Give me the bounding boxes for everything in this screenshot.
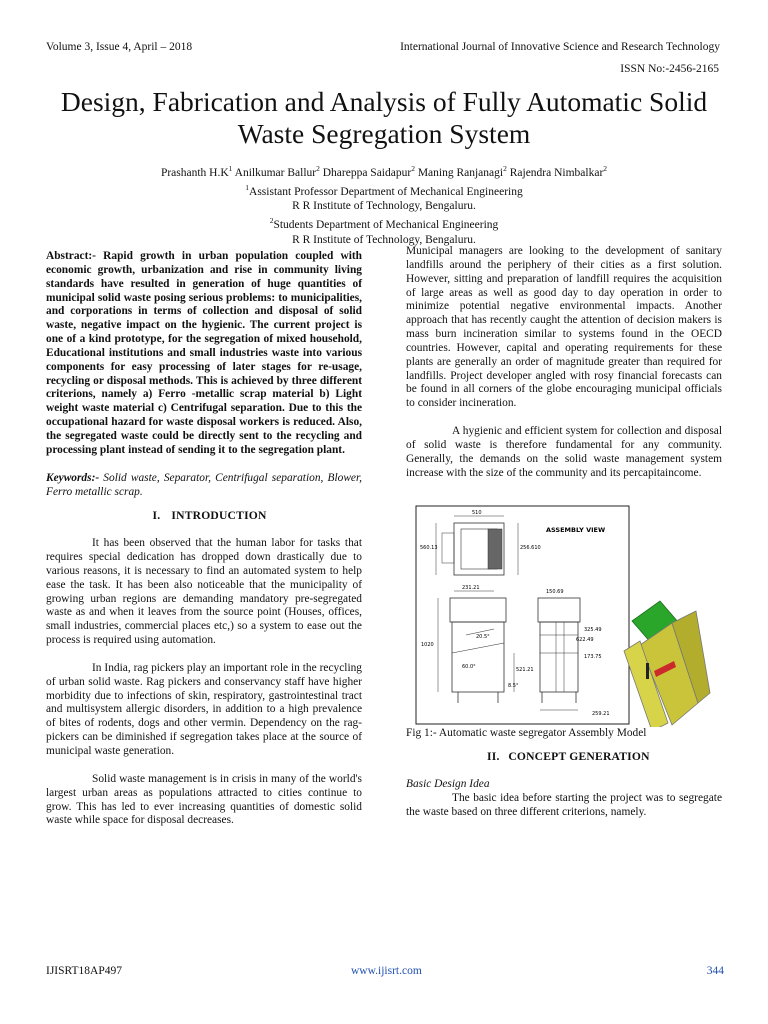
dim-label: 256.610 xyxy=(520,544,541,551)
keywords-label: Keywords:- xyxy=(46,471,100,484)
section-heading-concept: II. CONCEPT GENERATION xyxy=(487,750,650,764)
affiliation-2-role: $^2$Students Department of Mechanical Engineering xyxy=(269,216,499,231)
author-sup: 2 xyxy=(411,164,415,173)
affiliation-1-role: $^1$Assistant Professor Department of Mechanical Engineering xyxy=(245,182,523,198)
author-sup: 2 xyxy=(503,164,507,173)
dim-label: 560.13 xyxy=(420,544,438,551)
author-name: Maning Ranjanagi xyxy=(414,166,504,179)
dim-label: 1020 xyxy=(421,641,434,648)
assembly-drawing xyxy=(406,503,722,727)
abstract: Abstract:- Rapid growth in urban population coupled with economic growth, urbanization and rise in community living standards have resulted in generation of huge quantities of municipal solid waste posing serious problems: to municipalities, and corporations in terms of collection and disposal of solid waste, negative impact on the hygienic. The current project is one of a kind prototype, for the segregation of mixed household, Educational institutions and small industries waste into various components for easy processing of later stages for re-usage, recycling or disposal methods. This is achieved by three different criterions, namely a) Ferro -metallic scrap material b) Light weight waste material c) Centrifugal separation. Due to this the occupational hazard for waste disposal workers is reduced. Also, the segregated waste could be directly sent to the recycling and processing plant instead of sending it to the segregation plant. xyxy=(46,250,362,456)
author-list xyxy=(40,162,728,181)
body-paragraph-2: A hygienic and efficient system for collection and disposal of solid waste is therefore fundamental for any community. Generally, the demands on the solid waste management system increase with the size of the community and its percapitaincome. xyxy=(406,425,722,479)
dim-label: 521.21 xyxy=(516,666,534,673)
right-column xyxy=(406,245,722,820)
concept-paragraph: The basic idea before starting the project was to segregate the waste based on three different criterions, namely. xyxy=(406,792,722,818)
drawing-border xyxy=(416,506,629,724)
author-name: Rajendra Nimbalkar xyxy=(506,166,604,179)
author-block xyxy=(40,162,728,247)
author-name: Dhareppa Saidapur xyxy=(319,166,412,179)
page-number: 344 xyxy=(706,965,724,977)
author-sup: 1 xyxy=(228,164,233,173)
paper-code: IJISRT18AP497 xyxy=(46,965,122,977)
author-sup: 2 xyxy=(603,164,608,173)
assembly-view-label: ASSEMBLY VIEW xyxy=(546,525,606,534)
dim-label: 60.0° xyxy=(462,663,476,670)
affiliation-sup: 2 xyxy=(269,216,274,226)
dim-label: 231.21 xyxy=(462,584,480,591)
intro-paragraph-2: In India, rag pickers play an important role in the recycling of urban solid waste. Rag pickers and conservancy staff have higher morbidity due to infections of skin, respiratory, gastrointestinal tract and multisystem allergic disorders, in addition to a high prevalence of bites of rodents, dogs and other vermin. Dependency on the rag-pickers can be diminished if segregation takes place at the source of municipal waste generation. xyxy=(46,661,362,757)
affiliation-2-inst: R R Institute of Technology, Bengaluru. xyxy=(292,233,476,246)
author-name: Prashanth H.K xyxy=(160,166,229,179)
dim-label: 259.21 xyxy=(592,710,610,717)
dim-label: 622.49 xyxy=(576,636,594,643)
issn: ISSN No:-2456-2165 xyxy=(620,63,719,75)
affiliation-sup: 1 xyxy=(245,182,250,192)
dim-label: 20.5° xyxy=(476,633,490,640)
assembly-figure xyxy=(406,503,722,727)
paper-title: Design, Fabrication and Analysis of Fully Automatic Solid Waste Segregation System xyxy=(60,86,708,149)
dim-label: 150.69 xyxy=(546,588,564,595)
dim-label: 173.75 xyxy=(584,653,602,660)
keywords-text: Solid waste, Separator, Centrifugal separation, Blower, Ferro metallic scrap. xyxy=(46,471,362,498)
dim-label: 510 xyxy=(472,509,482,516)
affiliation-1-inst: R R Institute of Technology, Bengaluru. xyxy=(292,200,476,213)
subsection-heading: Basic Design Idea xyxy=(406,778,490,791)
figure-caption: Fig 1:- Automatic waste segregator Assembly Model xyxy=(406,726,647,739)
author-sup: 2 xyxy=(316,164,320,173)
body-paragraph-1: Municipal managers are looking to the development of sanitary landfills around the periphery of their cities as a first solution. However, sitting and preparation of landfill requires the acquisition of large areas as well as good day to day operation in order to minimize potential negative environmental impacts. Another approach that has recently caught the attention of decision makers is mass burn incineration similar to systems found in the OECD countries. However, capital and operating requirements for these plants are generally an order of magnitude greater than required for landfills. Project developer angled with rosy financial forecasts can be found in all corners of the globe encouraging municipal officials to consider incineration. xyxy=(406,245,722,410)
journal-name: International Journal of Innovative Science and Research Technology xyxy=(400,41,720,53)
dim-label: 325.49 xyxy=(584,626,602,633)
section-heading-introduction: I. INTRODUCTION xyxy=(152,509,267,523)
author-name: Anilkumar Ballur xyxy=(232,166,317,179)
journal-url[interactable]: www.ijisrt.com xyxy=(351,965,422,977)
intro-paragraph-1: It has been observed that the human labor for tasks that requires special dedication has dropped down drastically due to various reasons, it is necessary to find an automated system to help ease the task. It has been also noticeable that the municipality of growing urban regions are demanding mandatory pre-segregated waste as and when it leaves from the source point (Houses, offices, small industries, commercial places etc,) so a system to ease out the process is required using automation. xyxy=(46,537,362,647)
3d-model-render xyxy=(624,601,710,727)
left-column xyxy=(46,250,362,828)
dim-label: 8.5° xyxy=(508,682,519,689)
keywords xyxy=(46,472,362,500)
volume-info: Volume 3, Issue 4, April – 2018 xyxy=(46,41,193,53)
intro-paragraph-3: Solid waste management is in crisis in many of the world's largest urban areas as populations attracted to cities continue to grow. This has led to ever increasing quantities of domestic solid waste while space for disposal decreases. xyxy=(46,772,362,827)
